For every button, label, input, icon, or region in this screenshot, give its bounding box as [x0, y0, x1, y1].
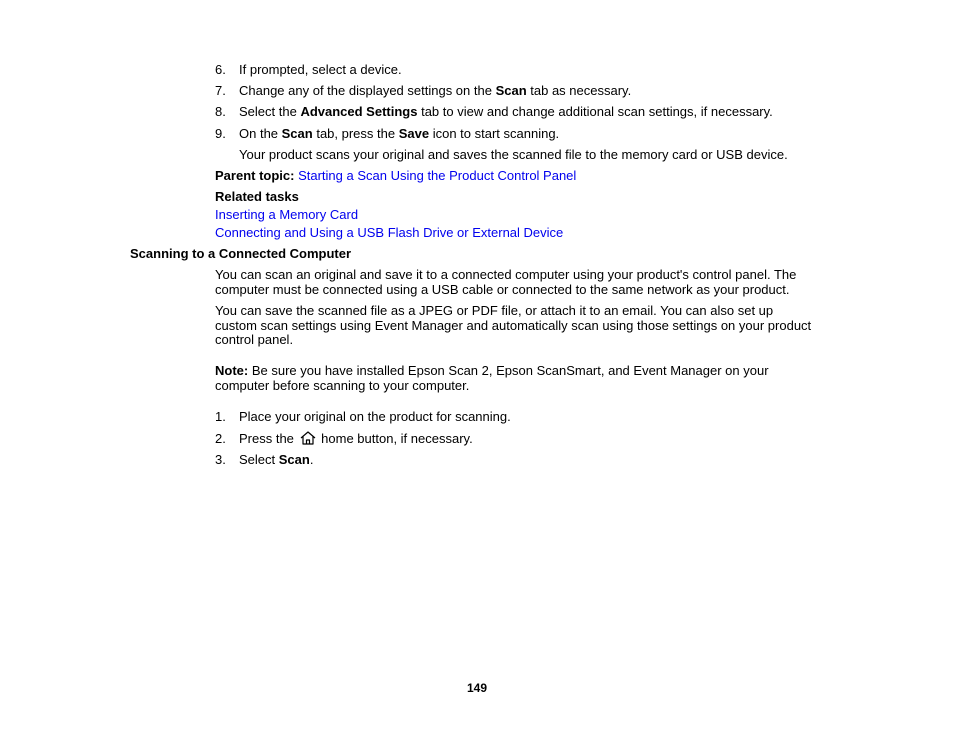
- paragraph-line: You can scan an original and save it to a connected computer using your product's control panel. The: [215, 267, 797, 282]
- note-line: computer before scanning to your computer.: [215, 378, 470, 393]
- step-number: 3.: [215, 452, 226, 467]
- step-number: 8.: [215, 104, 226, 119]
- related-tasks-label: Related tasks: [215, 189, 299, 204]
- paragraph-line: computer must be connected using a USB cable or connected to the same network as your product.: [215, 282, 790, 297]
- step-text-mid: tab, press the: [312, 126, 399, 141]
- step-text: If prompted, select a device.: [239, 62, 402, 77]
- step-result: Your product scans your original and saves the scanned file to the memory card or USB device.: [239, 147, 788, 162]
- step-number: 1.: [215, 409, 226, 424]
- step-text: [239, 452, 313, 467]
- step-text: Place your original on the product for scanning.: [239, 409, 511, 424]
- step-text-pre: Change any of the displayed settings on the: [239, 83, 496, 98]
- note-text: Be sure you have installed Epson Scan 2, Epson ScanSmart, and Event Manager on your: [248, 363, 769, 378]
- page-number: 149: [466, 681, 488, 695]
- paragraph-line: control panel.: [215, 332, 294, 347]
- related-task-link[interactable]: Inserting a Memory Card: [215, 207, 359, 222]
- step-number: 2.: [215, 431, 226, 446]
- step-text: [239, 126, 559, 141]
- step-text-post: tab as necessary.: [526, 83, 632, 98]
- step-text-post: .: [309, 452, 314, 467]
- step-text-bold: Scan: [495, 83, 527, 98]
- step-text-bold: Scan: [278, 452, 310, 467]
- step-text: [239, 83, 631, 98]
- step-text-post: tab to view and change additional scan settings, if necessary.: [417, 104, 773, 119]
- step-text: [239, 431, 473, 446]
- section-heading: Scanning to a Connected Computer: [130, 246, 352, 261]
- related-task-link[interactable]: Connecting and Using a USB Flash Drive or External Device: [215, 225, 564, 240]
- step-text-bold: Save: [398, 126, 430, 141]
- step-text: [239, 104, 773, 119]
- step-text-pre: Press the: [239, 431, 294, 446]
- paragraph-line: You can save the scanned file as a JPEG or PDF file, or attach it to an email. You can also set up: [215, 303, 774, 318]
- step-text-pre: Select: [239, 452, 279, 467]
- step-text-pre: On the: [239, 126, 282, 141]
- parent-topic-link[interactable]: Starting a Scan Using the Product Control Panel: [298, 168, 577, 183]
- step-number: 6.: [215, 62, 226, 77]
- parent-topic: [215, 168, 576, 183]
- step-text-bold: Advanced Settings: [300, 104, 418, 119]
- step-text-post: icon to start scanning.: [429, 126, 560, 141]
- step-text-post: home button, if necessary.: [321, 431, 473, 446]
- home-icon: [300, 431, 316, 445]
- step-text-pre: Select the: [239, 104, 301, 119]
- step-number: 7.: [215, 83, 226, 98]
- note-line: [215, 363, 769, 378]
- note-label: Note:: [215, 363, 249, 378]
- step-number: 9.: [215, 126, 226, 141]
- parent-topic-label: Parent topic:: [215, 168, 295, 183]
- paragraph-line: custom scan settings using Event Manager and automatically scan using those settings on your product: [215, 318, 812, 333]
- step-text-bold: Scan: [281, 126, 313, 141]
